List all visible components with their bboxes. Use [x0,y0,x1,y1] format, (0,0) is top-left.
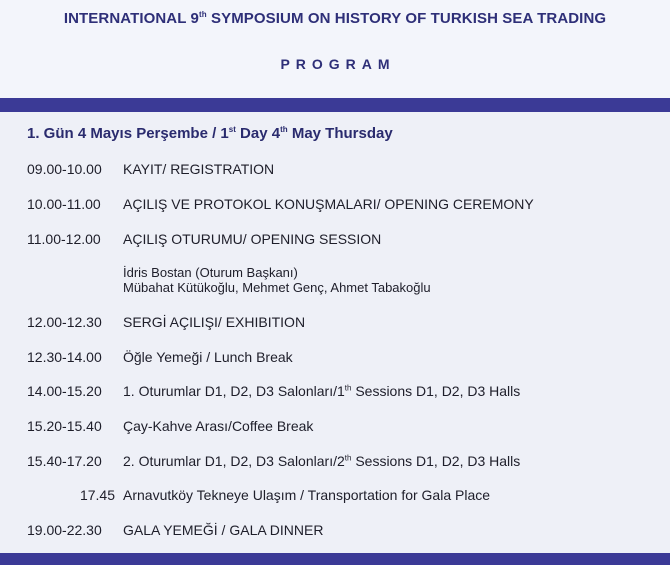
schedule-row-registration [27,161,274,177]
row-time: 09.00-10.00 [27,161,102,177]
row-event: KAYIT/ REGISTRATION [123,161,275,177]
row-event: AÇILIŞ OTURUMU/ OPENING SESSION [123,231,382,247]
row-event: Çay-Kahve Arası/Coffee Break [123,418,314,434]
symposium-title: INTERNATIONAL 9th SYMPOSIUM ON HISTORY OF TURKISH SEA TRADING [63,10,607,27]
row-time: 12.30-14.00 [27,349,102,365]
row-time: 19.00-22.30 [27,522,102,538]
top-divider-band [0,98,670,112]
row-time: 17.45 [79,487,115,503]
schedule-row-lunch [27,349,293,365]
header [0,0,670,98]
row-time: 12.00-12.30 [27,314,102,330]
row-time: 14.00-15.20 [27,383,102,399]
session-people [123,265,431,295]
schedule-row-opening-ceremony [27,196,534,212]
program-heading: PROGRAM [280,56,396,72]
row-event: GALA YEMEĞİ / GALA DINNER [123,522,324,538]
row-time: 10.00-11.00 [27,196,101,212]
row-event: Arnavutköy Tekneye Ulaşım / Transportation for Gala Place [123,487,491,503]
schedule-row-exhibition [27,314,305,330]
schedule-row-transportation [27,487,490,503]
row-event: 1. Oturumlar D1, D2, D3 Salonları/1th Sessions D1, D2, D3 Halls [123,383,521,399]
row-time: 11.00-12.00 [27,231,101,247]
session-speakers: Mübahat Kütükoğlu, Mehmet Genç, Ahmet Tabakoğlu [123,280,431,295]
row-time: 15.20-15.40 [27,418,102,434]
row-event: 2. Oturumlar D1, D2, D3 Salonları/2th Sessions D1, D2, D3 Halls [123,453,521,469]
schedule-row-sessions-1 [27,383,520,399]
schedule-row-sessions-2 [27,453,520,469]
schedule-row-opening-session [27,231,381,247]
row-time: 15.40-17.20 [27,453,102,469]
row-event: AÇILIŞ VE PROTOKOL KONUŞMALARI/ OPENING CEREMONY [123,196,534,212]
session-chair: İdris Bostan (Oturum Başkanı) [123,265,298,280]
row-event: SERGİ AÇILIŞI/ EXHIBITION [123,314,306,330]
schedule-row-coffee-break [27,418,313,434]
bottom-divider-band [0,553,670,565]
row-event: Öğle Yemeği / Lunch Break [123,349,293,365]
day-heading: 1. Gün 4 Mayıs Perşembe / 1st Day 4th May Thursday [27,125,393,142]
schedule-row-gala-dinner [27,522,323,538]
